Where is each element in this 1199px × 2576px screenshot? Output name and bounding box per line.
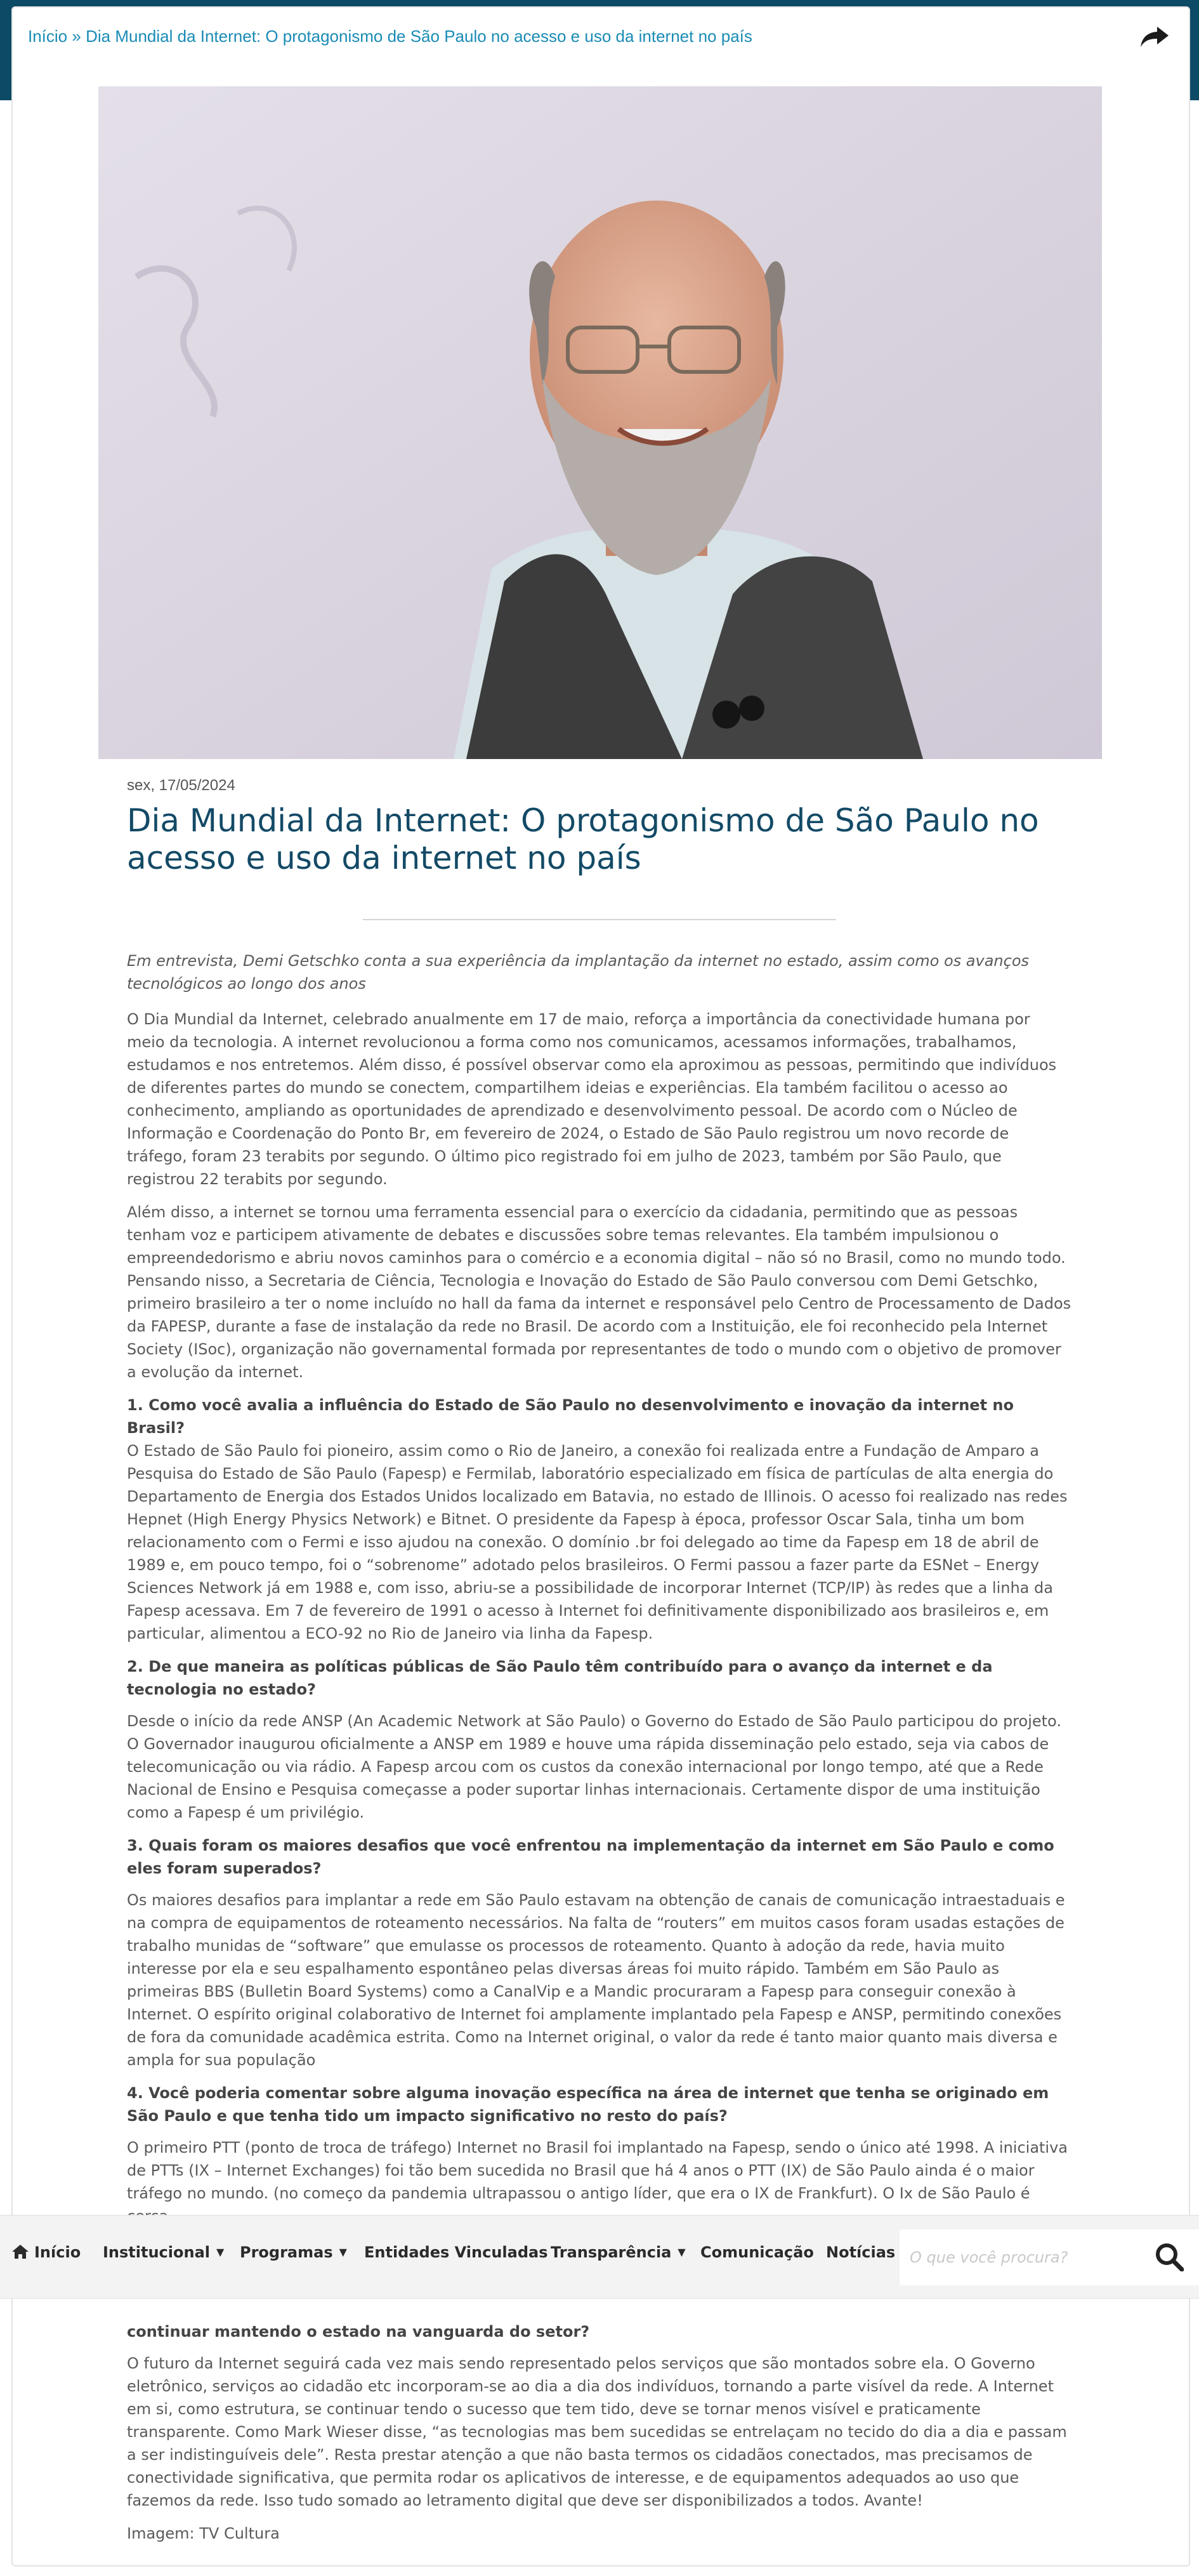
nav-noticias[interactable] (826, 2243, 895, 2261)
answer-1: O Estado de São Paulo foi pioneiro, assim como o Rio de Janeiro, a conexão foi realizada entre a Fundação de Amparo a Pesquisa do Estado de São Paulo (Fapesp) e Fermilab, laboratório especializado em física de partículas de alta energia do Departamento de Energia dos Estados Unidos localizado em Batavia, no estado de Illinois. O acesso foi realizado nas redes Hepnet (High Energy Physics Network) e Bitnet. O presidente da Fapesp à época, professor Oscar Sala, tinha um bom relacionamento com o Fermi e isso ajudou na conexão. O domínio .br foi delegado ao time da Fapesp em 18 de abril de 1989 e, em pouco tempo, foi o “sobrenome” adotado pelos brasileiros. O Fermi passou a fazer parte da ESNet – Energy Sciences Network já em 1988 e, com isso, abriu-se a possibilidade de incorporar Internet (TCP/IP) às redes que a linha da Fapesp acessava. Em 7 de fevereiro de 1991 o acesso à Internet foi definitivamente disponibilizado aos brasileiros e, em particular, alimentou a ECO-92 no Rio de Janeiro via linha da Fapesp. (127, 1442, 1068, 1642)
page-title: Dia Mundial da Internet: O protagonismo de São Paulo no acesso e uso da internet no país (127, 802, 1039, 876)
nav-entidades[interactable] (364, 2243, 548, 2261)
breadcrumb (28, 27, 752, 46)
hero-image (98, 86, 1102, 759)
title-divider (363, 919, 836, 920)
nav-entidades-label: Entidades Vinculadas (364, 2243, 548, 2261)
breadcrumb-current-link[interactable]: Dia Mundial da Internet: O protagonismo de São Paulo no acesso e uso da internet no país (86, 27, 752, 46)
chevron-down-icon: ▼ (678, 2246, 686, 2258)
article-lead: Em entrevista, Demi Getschko conta a sua experiência da implantação da internet no estado, assim como os avanços tecnológicos ao longo dos anos (127, 952, 1030, 993)
nav-institucional[interactable] (103, 2243, 224, 2261)
question-3: 3. Quais foram os maiores desafios que você enfrentou na implementação da internet em São Paulo e como eles foram superados? (127, 1837, 1054, 1877)
question-4: 4. Você poderia comentar sobre alguma inovação específica na área de internet que tenha se originado em São Paulo e que tenha tido um impacto significativo no resto do país? (127, 2084, 1049, 2125)
nav-noticias-label: Notícias (826, 2243, 896, 2261)
home-icon (11, 2244, 29, 2259)
main-navbar (0, 2215, 1199, 2299)
nav-comunicacao[interactable] (700, 2243, 814, 2261)
answer-3: Os maiores desafios para implantar a rede em São Paulo estavam na obtenção de canais de comunicação intraestaduais e na compra de equipamentos de roteamento necessários. Na falta de “routers” em muitos casos foram usadas estações de trabalho munidas de “software” que emulasse os processos de roteamento. Quanto à adoção da rede, havia muito interesse por ela e seu espalhamento espontâneo pelas diversas áreas foi muito rápido. Também em São Paulo as primeiras BBS (Bulletin Board Systems) como a CanalVip e a Mandic procuraram a Fapesp para conseguir conexão à Internet. O espírito original colaborativo de Internet foi amplamente implantado pela Fapesp e ANSP, permitindo conexões de fora da comunidade acadêmica estrita. Como na Internet original, o valor da rede é tanto maior quanto mais diversa e ampla for sua população (127, 1891, 1065, 2069)
nav-programas[interactable] (240, 2243, 347, 2261)
question-2: 2. De que maneira as políticas públicas de São Paulo têm contribuído para o avanço da internet e da tecnologia no estado? (127, 1658, 993, 1698)
nav-institucional-label: Institucional (103, 2243, 211, 2261)
nav-programas-label: Programas (240, 2243, 333, 2261)
answer-5: O futuro da Internet seguirá cada vez mais sendo representado pelos serviços que são montados sobre ela. O Governo eletrônico, serviços ao cidadão etc incorporam-se ao dia a dia dos indivíduos, tornando a parte visível da rede. A Internet em si, como estrutura, se continuar tendo o sucesso que tem tido, deve se tornar menos visível e praticamente transparente. Como Mark Wieser disse, “as tecnologias mas bem sucedidas se entrelaçam no tecido do dia a dia e passam a ser indistinguíveis dele”. Resta prestar atenção a que não basta termos os cidadãos conectados, mas precisamos de conectividade significativa, que permita rodar os aplicativos de interesse, e de equipamentos adequados ao uso que fazemos da rede. Isso tudo somado ao letramento digital que deve ser disponibilizados a todos. Avante! (127, 2355, 1067, 2509)
share-arrow-icon[interactable] (1139, 24, 1170, 50)
breadcrumb-separator: » (72, 27, 81, 46)
nav-transparencia-label: Transparência (551, 2243, 672, 2261)
article-paragraph-2: Além disso, a internet se tornou uma ferramenta essencial para o exercício da cidadania, permitindo que as pessoas tenham voz e participem ativamente de debates e discussões sobre temas relevantes. Ela também impulsionou o empreendedorismo e abriu novos caminhos para o comércio e a economia digital – não só no Brasil, como no mundo todo. Pensando nisso, a Secretaria de Ciência, Tecnologia e Inovação do Estado de São Paulo conversou com Demi Getschko, primeiro brasileiro a ter o nome incluído no hall da fama da internet e responsável pelo Centro de Processamento de Dados da FAPESP, durante a fase de instalação da rede no Brasil. De acordo com a Instituição, ele foi reconhecido pela Internet Society (ISoc), organização não governamental formada por representantes de todo o mundo com o objetivo de promover a evolução da internet. (127, 1203, 1071, 1381)
article-paragraph-1: O Dia Mundial da Internet, celebrado anualmente em 17 de maio, reforça a importância da conectividade humana por meio da tecnologia. A internet revolucionou a forma como nos comunicamos, acessamos informações, trabalhamos, estudamos e nos entretemos. Além disso, é possível observar como ela aproximou as pessoas, permitindo que indivíduos de diferentes partes do mundo se conectem, compartilhem ideias e experiências. Ela também facilitou o acesso ao conhecimento, ampliando as oportunidades de aprendizado e desenvolvimento pessoal. De acordo com o Núcleo de Informação e Coordenação do Ponto Br, em fevereiro de 2024, o Estado de São Paulo registrou um novo recorde de tráfego, foram 23 terabits por segundo. O último pico registrado foi em julho de 2023, também por São Paulo, que registrou 22 terabits por segundo. (127, 1010, 1057, 1188)
answer-4: O primeiro PTT (ponto de troca de tráfego) Internet no Brasil foi implantado na Fapesp, sendo o único até 1998. A iniciativa de PTTs (IX – Internet Exchanges) foi tão bem sucedida no Brasil que há 4 anos o PTT (IX) de São Paulo ainda é o maior tráfego no mundo. (no começo da pandemia ultrapassou o antigo líder, que era o IX de Frankfurt). O Ix de São Paulo é (127, 2139, 1068, 2202)
nav-comunicacao-label: Comunicação (700, 2243, 814, 2261)
question-1: 1. Como você avalia a influência do Estado de São Paulo no desenvolvimento e inovação da internet no Brasil? (127, 1396, 1014, 1437)
search-input[interactable] (908, 2242, 1139, 2273)
question-5-tail: continuar mantendo o estado na vanguarda do setor? (127, 2323, 590, 2341)
search-icon[interactable] (1155, 2242, 1184, 2271)
nav-home-label: Início (34, 2243, 81, 2261)
image-credit: Imagem: TV Cultura (127, 2525, 280, 2542)
breadcrumb-home-link[interactable]: Início (28, 27, 68, 46)
article-body (127, 949, 1072, 2555)
nav-home[interactable] (11, 2243, 81, 2261)
nav-transparencia[interactable] (551, 2243, 686, 2261)
chevron-down-icon: ▼ (216, 2246, 225, 2258)
article-date: sex, 17/05/2024 (127, 777, 235, 794)
answer-2: Desde o início da rede ANSP (An Academic Network at São Paulo) o Governo do Estado de São Paulo participou do projeto. O Governador inaugurou oficialmente a ANSP em 1989 e houve uma rápida disseminação pelo estado, seja via cabos de telecomunicação ou via rádio. A Fapesp arcou com os custos da conexão internacional por longo tempo, até que a Rede Nacional de Ensino e Pesquisa começasse a poder suportar linhas internacionais. Certamente dispor de uma instituição como a Fapesp é um privilégio. (127, 1712, 1061, 1821)
chevron-down-icon: ▼ (339, 2246, 347, 2258)
